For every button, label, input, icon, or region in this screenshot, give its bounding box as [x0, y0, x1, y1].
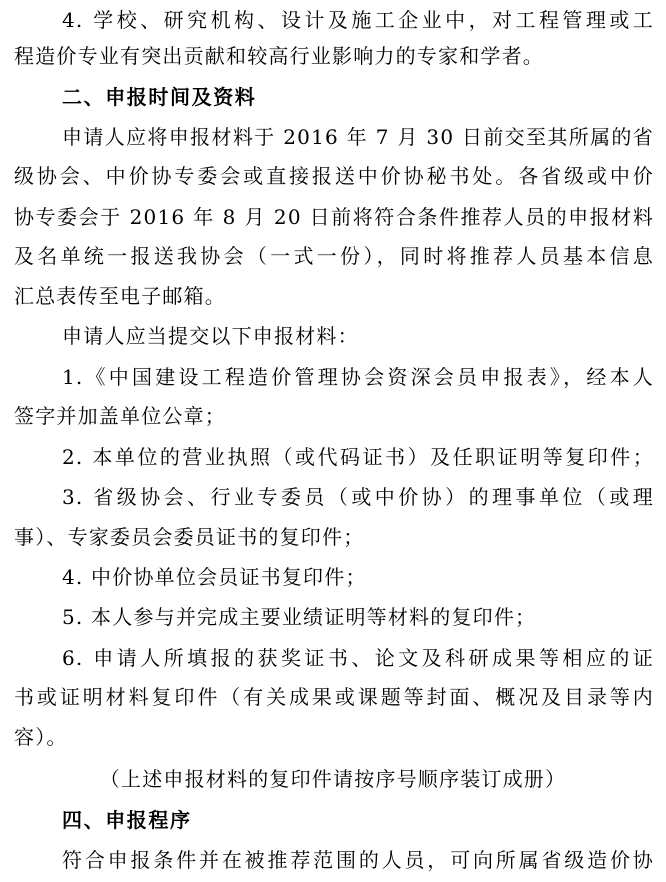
material-item6-line3: 容）。 [14, 725, 68, 749]
section2-para1-line1: 申请人应将申报材料于 2016 年 7 月 30 日前交至其所属的省 [62, 125, 654, 149]
material-item5: 5. 本人参与并完成主要业绩证明等材料的复印件； [62, 605, 537, 629]
criteria-item4-line2: 程造价专业有突出贡献和较高行业影响力的专家和学者。 [14, 44, 544, 68]
section2-para1-line5: 汇总表传至电子邮箱。 [14, 284, 226, 308]
material-item6-line2: 书或证明材料复印件（有关成果或课题等封面、概况及目录等内 [14, 685, 654, 709]
material-item1-line2: 签字并加盖单位公章； [14, 404, 226, 428]
material-item6-line1: 6. 申请人所填报的获奖证书、论文及科研成果等相应的证 [62, 646, 654, 670]
section2-para1-line4: 及名单统一报送我协会（一式一份），同时将推荐人员基本信息 [14, 244, 654, 268]
material-item1-line1: 1.《中国建设工程造价管理协会资深会员申报表》，经本人 [62, 365, 654, 389]
criteria-item4-line1: 4. 学校、研究机构、设计及施工企业中，对工程管理或工 [62, 8, 654, 32]
material-item3-line2: 事）、专家委员会委员证书的复印件； [14, 525, 365, 549]
material-item2: 2. 本单位的营业执照（或代码证书）及任职证明等复印件； [62, 445, 654, 469]
section4-heading: 四、申报程序 [62, 808, 192, 832]
binding-note: （上述申报材料的复印件请按序号顺序装订成册） [99, 767, 567, 791]
material-item4: 4. 中价协单位会员证书复印件； [62, 565, 367, 589]
material-item3-line1: 3. 省级协会、行业专委员（或中价协）的理事单位（或理 [62, 485, 654, 509]
section2-para1-line3: 协专委会于 2016 年 8 月 20 日前将符合条件推荐人员的申报材料 [14, 205, 654, 229]
section4-para1-line1: 符合申报条件并在被推荐范围的人员，可向所属省级造价协 [62, 848, 654, 872]
section2-heading: 二、申报时间及资料 [62, 85, 257, 109]
section2-para1-line2: 级协会、中价协专委会或直接报送中价协秘书处。各省级或中价 [14, 164, 654, 188]
section2-para2: 申请人应当提交以下申报材料： [62, 324, 359, 348]
